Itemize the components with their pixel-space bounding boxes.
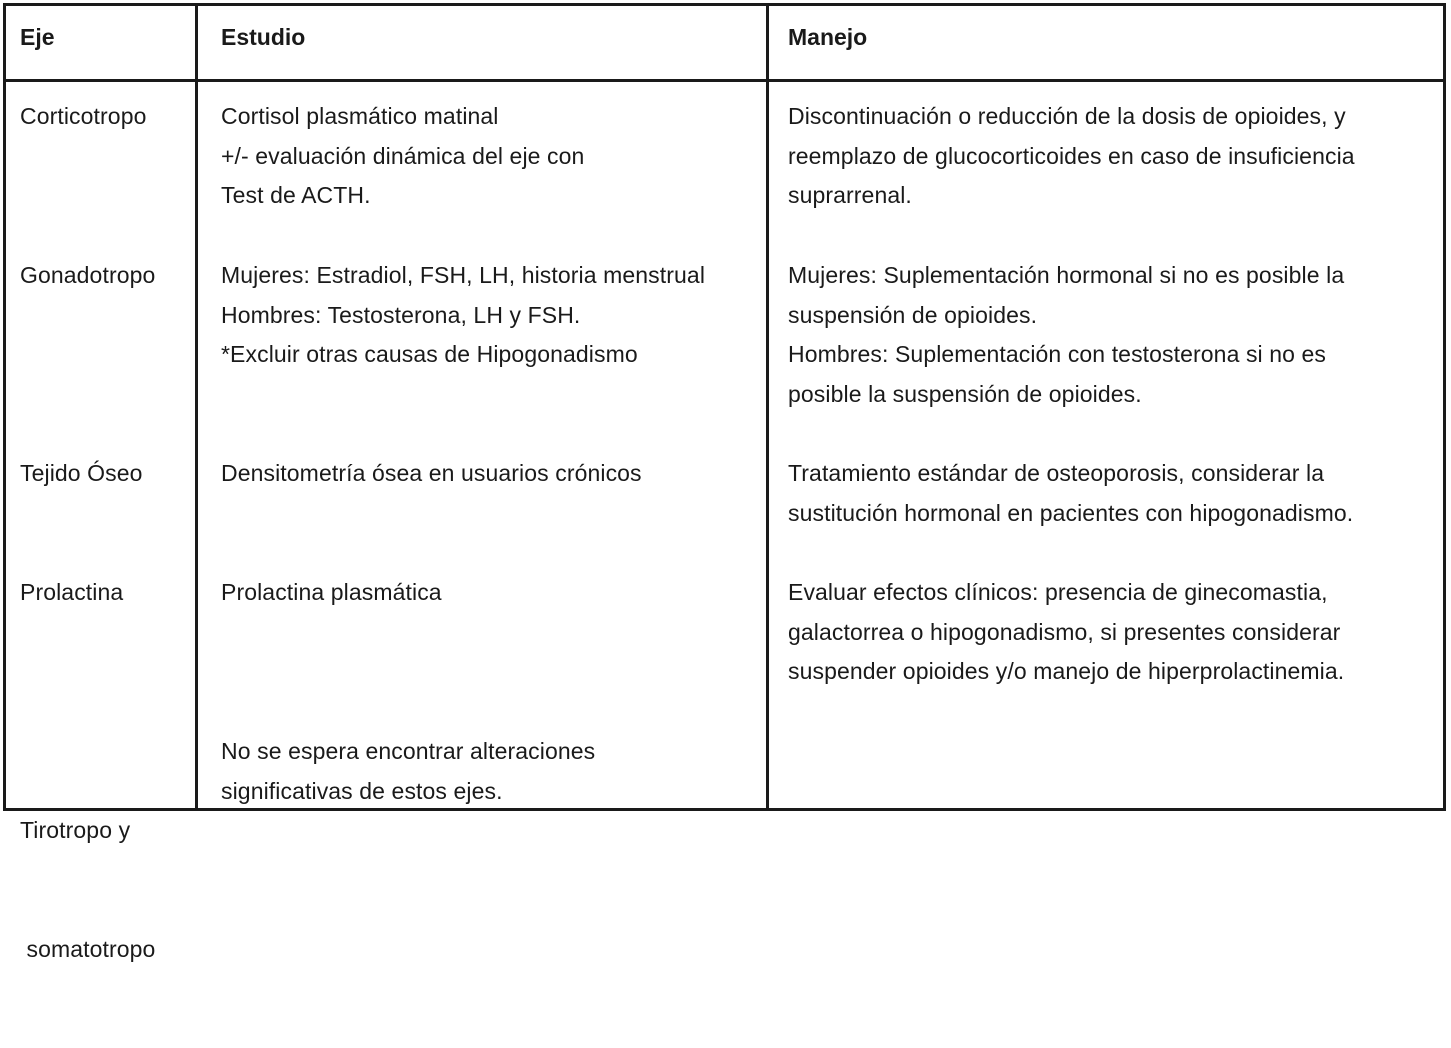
row-tirotropo-eje: Tirotropo y somatotropo <box>20 817 156 962</box>
row-gonadotropo-estudio: Mujeres: Estradiol, FSH, LH, historia menstrual Hombres: Testosterona, LH y FSH. *Excluir otras causas de Hipogonadismo <box>221 262 706 367</box>
row-tirotropo-estudio: No se espera encontrar alteraciones significativas de estos ejes. <box>221 738 596 804</box>
row-prolactina-eje: Prolactina <box>20 579 124 605</box>
column-divider <box>766 6 769 808</box>
row-tejido-oseo-eje: Tejido Óseo <box>20 460 143 486</box>
column-divider <box>195 6 198 808</box>
header-manejo: Manejo <box>788 24 868 50</box>
row-corticotropo-eje: Corticotropo <box>20 103 147 129</box>
endocrine-axes-table <box>3 3 1446 962</box>
row-prolactina-manejo: Evaluar efectos clínicos: presencia de ginecomastia, galactorrea o hipogonadismo, si presentes considerar suspender opioides y/o manejo de hiperprolactinemia. <box>788 579 1345 684</box>
header-eje: Eje <box>20 24 55 50</box>
row-corticotropo-manejo: Discontinuación o reducción de la dosis de opioides, y reemplazo de glucocorticoides en caso de insuficiencia suprarrenal. <box>788 103 1355 208</box>
row-corticotropo-estudio: Cortisol plasmático matinal +/- evaluación dinámica del eje con Test de ACTH. <box>221 103 585 208</box>
row-tejido-oseo-estudio: Densitometría ósea en usuarios crónicos <box>221 460 642 486</box>
header-divider <box>6 79 1443 82</box>
row-prolactina-estudio: Prolactina plasmática <box>221 579 442 605</box>
row-tejido-oseo-manejo: Tratamiento estándar de osteoporosis, considerar la sustitución hormonal en pacientes con hipogonadismo. <box>788 460 1354 526</box>
header-estudio: Estudio <box>221 24 306 50</box>
row-gonadotropo-eje: Gonadotropo <box>20 262 156 288</box>
row-gonadotropo-manejo: Mujeres: Suplementación hormonal si no es posible la suspensión de opioides. Hombres: Suplementación con testosterona si no es posible la suspensión de opioides. <box>788 262 1345 407</box>
